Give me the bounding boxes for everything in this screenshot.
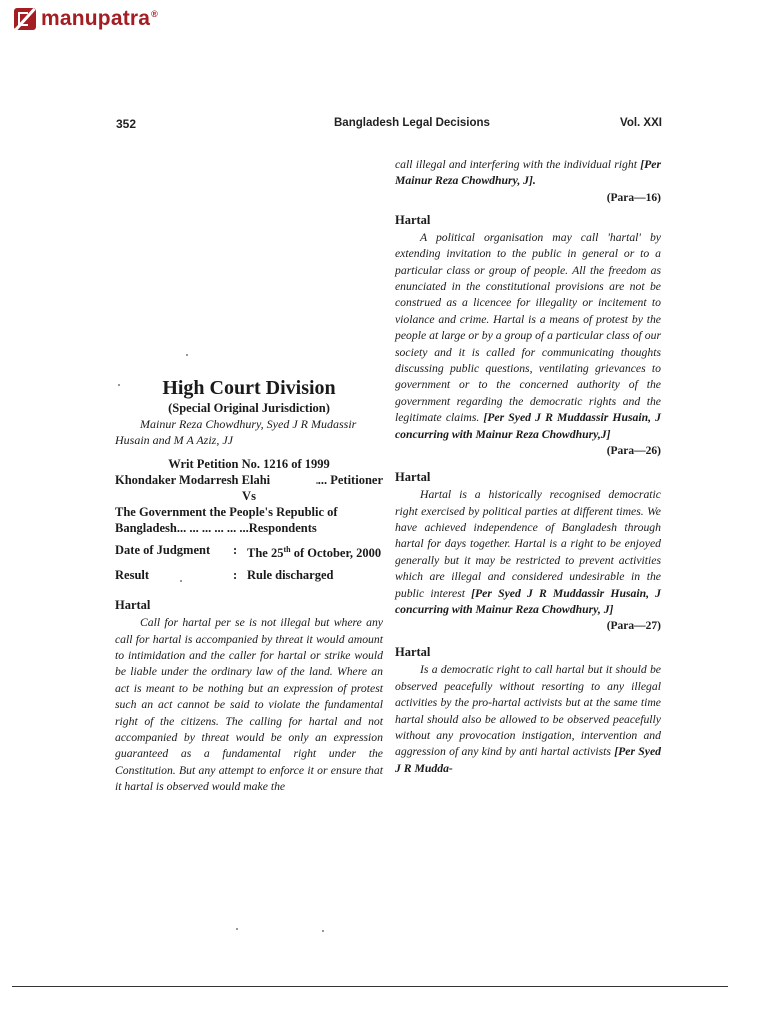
running-title: Bangladesh Legal Decisions — [334, 117, 490, 129]
scan-speck — [316, 482, 318, 484]
headnote-1-para: (Para—16) — [606, 191, 661, 204]
petition-number: Writ Petition No. 1216 of 1999 — [168, 457, 330, 471]
bench-judges: Mainur Reza Chowdhury, Syed J R Mudassir Husain and M A Aziz, JJ — [115, 417, 357, 447]
versus: Vs — [242, 489, 256, 503]
judgment-date-label: Date of Judgment — [115, 543, 211, 557]
respondent-name: The Government the People's Republic of Bangladesh — [115, 505, 338, 535]
footer-rule — [12, 986, 728, 987]
headnote-2-para: (Para—26) — [606, 445, 661, 458]
headnote-2-text: A political organisation may call 'hartal' by extending invitation to the public in general or to a particular class or group of people. All the freedom as enunciated in the constitutional provisions are not be construed as a licencee for illegality or incitement to violance and crime. Hartal is a means of protest by the people at large or by a group of a particular class of our society and it is called for communicating thoughts discussing public questions, ventilating grievances to government or to the concerned authority of the government regarding the democratic rights and the legitimate claims. [Per Syed J R Muddassir Husain, J concurring with Mainur Reza Chowdhury,J] — [395, 230, 661, 441]
headnote-3-text: Hartal is a historically recognised democratic right exercised by political parties at different times. We have achieved independence of Bangladesh through hartal for days together. Hartal is a right to be enjoyed generally but it may be restricted to prevent activities which are illegal and considered undesirable in the public interest [Per Syed J R Muddassir Husain, J concurring with Mainur Reza Chowdhury, J] — [395, 488, 662, 616]
headnote-1-text: Call for hartal per se is not illegal but where any call for hartal is accompanied by threat it would amount to intimidation and the caller for hartal or strike would be liable under the ordinary law of the land. Where an act is meant to be nothing but an expression of protest such an act cannot be said to violate the fundamental right of the citizens. The calling for hartal and not accompanied by threat would be only an expression guaranteed as a fundamental right under the Constitution. But any attempt to enforce it or ensure that it hartal is observed would make the — [115, 616, 383, 794]
scan-speck — [180, 580, 182, 582]
logo-text: manupatra — [41, 7, 151, 30]
headnote-1-continued: call illegal and interfering with the individual right [Per Mainur Reza Chowdhury, J]. — [395, 158, 662, 188]
headnote-4-catchword: Hartal — [395, 645, 431, 660]
headnote-3-catchword: Hartal — [395, 470, 431, 485]
judgment-date-value: The 25th of October, 2000 — [247, 545, 382, 561]
result-label: Result — [115, 568, 150, 583]
registered-mark: ® — [151, 9, 159, 19]
manupatra-logo — [14, 7, 158, 31]
headnote-3-para: (Para—27) — [606, 620, 661, 633]
jurisdiction: (Special Original Jurisdiction) — [168, 401, 330, 415]
scan-speck — [322, 930, 324, 932]
scan-speck — [236, 928, 238, 930]
scan-speck — [186, 354, 188, 356]
headnote-1-catchword: Hartal — [115, 598, 151, 613]
volume-label: Vol. XXI — [620, 117, 662, 129]
petitioner-name: Khondaker Modarresh Elahi — [115, 473, 271, 487]
headnote-2-catchword: Hartal — [395, 212, 431, 227]
result-value: Rule discharged — [247, 568, 334, 583]
manupatra-logo-icon — [14, 8, 36, 30]
respondent-block — [115, 504, 383, 536]
left-column — [115, 376, 383, 796]
respondent-role: ... ... ... ... ... ...Respondents — [176, 521, 317, 535]
scan-speck — [118, 384, 120, 386]
court-title: High Court Division — [162, 377, 336, 399]
petitioner-role: ... Petitioner — [317, 473, 383, 487]
right-column — [395, 157, 661, 777]
petitioner-line — [115, 472, 383, 488]
result-row: Result : Rule discharged — [115, 567, 383, 583]
headnote-4-text: Is a democratic right to call hartal but it should be observed peacefully without resorting to any illegal activities by the pro-hartal activists but at the same time hartal should also be allowed to be observed peacefully without any provocation instigation, intervention and aggression of any kind by anti hartal activists [Per Syed J R Mudda- — [395, 663, 661, 775]
judgment-date-row: Date of Judgment : The 25th of October, 2000 — [115, 543, 382, 561]
page-number: 352 — [116, 117, 137, 131]
